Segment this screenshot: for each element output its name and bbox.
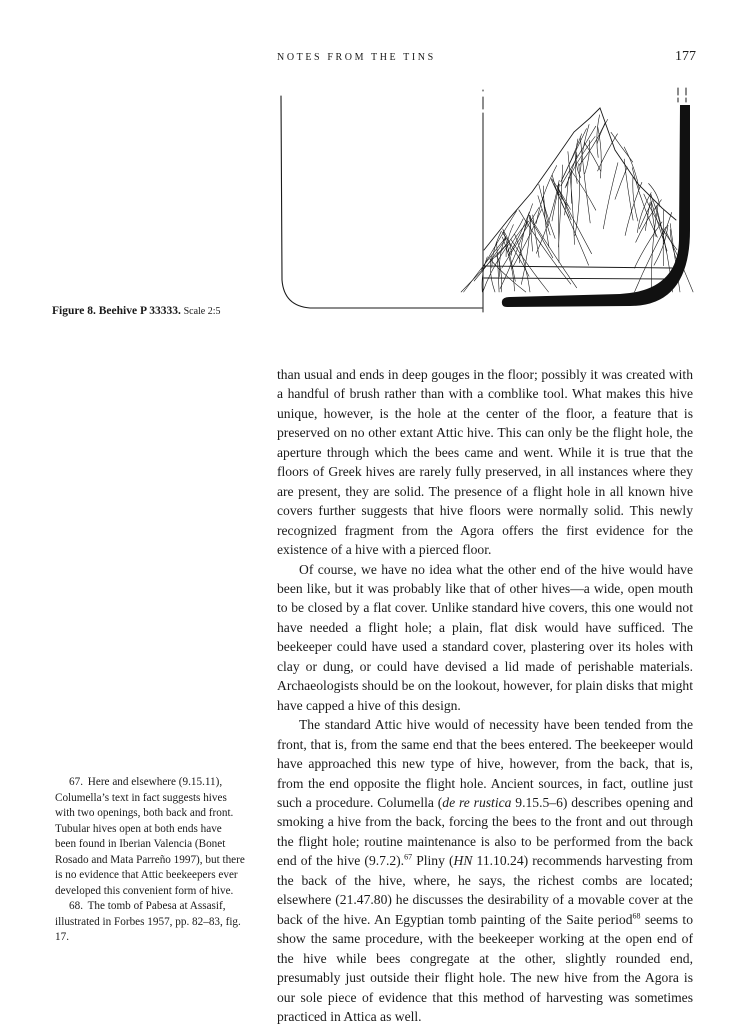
- figure-scale: Scale 2:5: [183, 306, 221, 317]
- text-run: Of course, we have no idea what the other end of the hive would have been like, but it was probably like that of other hives—a wide, open mouth to be closed by a flat cover. Unlike standard hive covers, this one would not have needed a flight hole; a plain, flat disk would have sufficed. The beekeeper could have used a standard cover, plastering over its holes with clay or dung, or could have devised a lid made of perishable materials. Archaeologists should be on the lookout, however, for plain disks that might have capped a hive of this design.: [277, 561, 693, 713]
- footnote-reference[interactable]: 67: [404, 852, 413, 862]
- page-number: 177: [675, 49, 696, 64]
- scratch-line: [551, 180, 567, 206]
- footnote-text: The tomb of Pabesa at Assasif, illustrated in Forbes 1957, pp. 82–83, fig. 17.: [55, 900, 241, 943]
- main-text-column: [277, 365, 693, 1024]
- beehive-fragment-drawing: [270, 80, 700, 322]
- scratch-line: [529, 218, 553, 258]
- italic-title: HN: [453, 853, 473, 869]
- hive-exterior-profile: [281, 96, 482, 308]
- footnote-number: 67.: [69, 776, 83, 788]
- body-paragraph: [277, 560, 693, 716]
- scratch-line: [562, 129, 587, 181]
- scratch-line: [490, 256, 495, 292]
- footnote: [55, 899, 245, 946]
- footnotes-block: [55, 775, 245, 946]
- scratch-line: [490, 259, 526, 292]
- scratch-line: [570, 169, 596, 210]
- scratch-line: [598, 134, 618, 171]
- scratch-line: [508, 212, 529, 255]
- scratch-line: [565, 137, 595, 188]
- scratch-line: [557, 186, 571, 220]
- scratch-line: [533, 215, 539, 257]
- text-run: 9.15.5–6) describes opening and smoking a hive from the back, forcing the bees to the front and out through the flight hole; routine maintenance is also to be performed from the back end of the hive (9.7.2).: [277, 794, 693, 869]
- scratch-line: [503, 229, 516, 281]
- footnote-number: 68.: [69, 900, 83, 912]
- scratch-line: [603, 163, 618, 229]
- interior-scratch-hatching: [461, 108, 693, 292]
- footnote-text: Here and elsewhere (9.15.11), Columella’s text in fact suggests hives with two openings, both back and front. Tubular hives open at both ends have been found in Iberian Valencia (Bonet Rosado and Mata Parreño 1997), but there is no evidence that Attic beekeepers ever developed this convenient form of hive.: [55, 776, 245, 897]
- scratch-line: [624, 159, 633, 220]
- running-head: NOTES FROM THE TINS: [277, 52, 436, 63]
- text-run: than usual and ends in deep gouges in the floor; possibly it was created with a handful of brush rather than with a comblike tool. What makes this hive unique, however, is the hole at the center of the floor, a feature that is preserved on no other extant Attic hive. This can only be the flight hole, the aperture through which the bees came and went. While it is true that the floors of Greek hives are rarely fully preserved, in all instances where they are present, they are solid. The presence of a flight hole in all known hive covers further suggests that hive floors were normally solid. This newly recognized fragment from the Agora offers the first evidence for the existence of a hive with a pierced floor.: [277, 367, 693, 558]
- figure-caption: [52, 304, 267, 319]
- footnote: [55, 775, 245, 899]
- scratch-line: [615, 167, 627, 199]
- text-run: seems to show the same procedure, with the beekeeper working at the open end of the hive while bees congregate at the other, slightly rounded end, presumably just outside their flight hole. The new hive from the Agora is our sole piece of evidence that this method of harvesting was sometimes practiced in Attica as well.: [277, 911, 693, 1024]
- scratch-line: [625, 182, 642, 235]
- scratch-line: [561, 126, 596, 186]
- text-run: The standard Attic hive would of necessity have been tended from the front, that is, from the same end that the bees entered. The beekeeper would have approached this new type of hive, however, from the back, that is, from the end opposite the flight hole. Ancient sources, in fact, outline just such a procedure. Columella (: [277, 717, 693, 810]
- italic-title: de re rustica: [442, 794, 512, 810]
- footnote-reference[interactable]: 68: [632, 911, 641, 921]
- figure-label: Figure 8. Beehive P 33333.: [52, 305, 181, 317]
- scratch-mound-outline: [484, 108, 676, 250]
- hive-wall-section: [502, 105, 690, 307]
- scratch-line: [637, 193, 651, 233]
- scratch-line: [529, 215, 577, 288]
- scratch-line: [483, 244, 510, 293]
- scratch-line: [539, 184, 555, 238]
- text-run: Pliny (: [412, 853, 454, 869]
- scratch-line: [559, 165, 563, 247]
- text-run: 11.10.24) recommends harvesting from the back of the hive, where, he says, the richest combs are located; elsewhere (21.47.80) he discusses the desirability of a movable cover at the back of the hive. An Egyptian tomb painting of the Saite period: [277, 853, 694, 927]
- body-paragraph: [277, 365, 693, 560]
- scratch-line: [551, 180, 588, 266]
- body-paragraph: [277, 715, 693, 1024]
